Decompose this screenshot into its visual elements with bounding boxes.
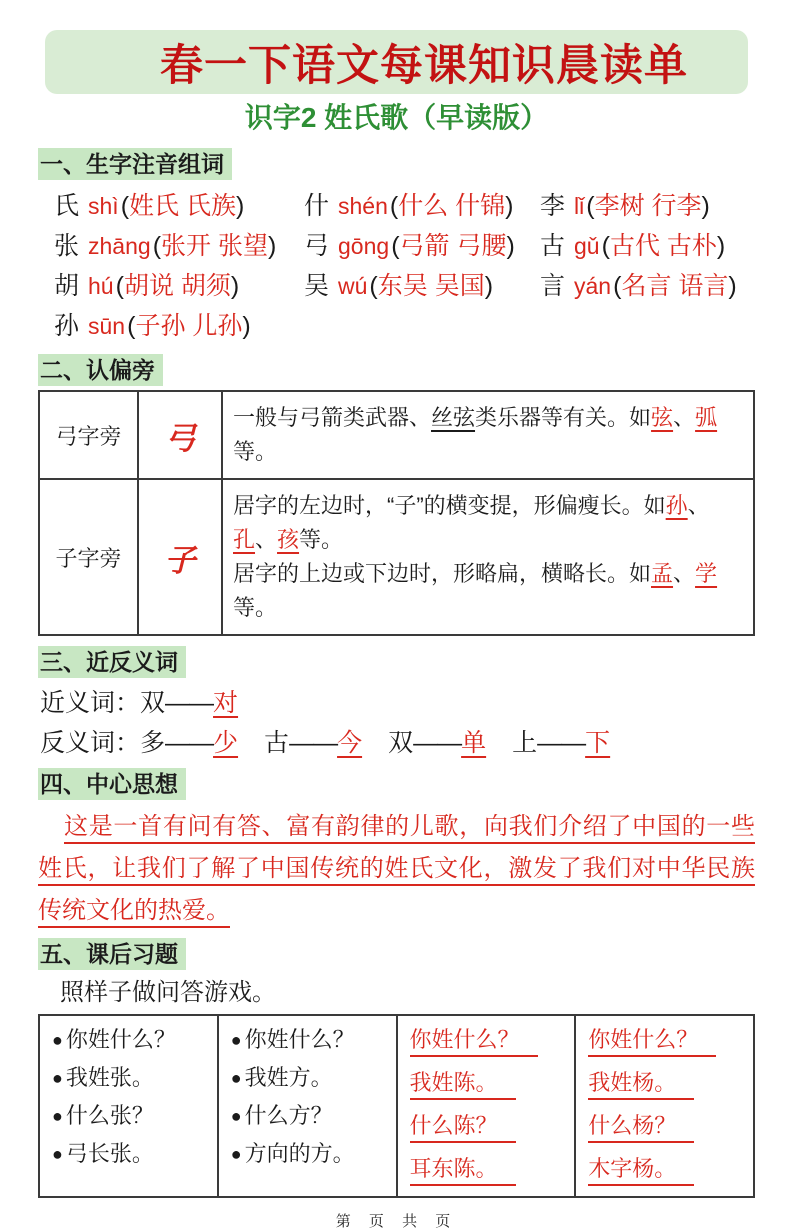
exercise-text: 什么张？ xyxy=(65,1103,154,1128)
pair-word: 上 xyxy=(512,729,538,757)
vocab-pinyin: gōng xyxy=(338,233,390,259)
worksheet-page xyxy=(0,30,793,1230)
pair-dash: —— xyxy=(537,729,586,757)
vocab-entry xyxy=(304,226,540,266)
radical-desc-line xyxy=(233,557,747,625)
exercise-answer: 我姓杨。 xyxy=(588,1071,694,1100)
radical-tbody xyxy=(39,391,754,635)
radical-name: 子字旁 xyxy=(39,479,138,635)
paren-open: ( xyxy=(127,312,136,340)
vocab-pinyin: shén xyxy=(338,193,388,219)
desc-segment: 居字的左边时，“子”的横变提，形偏瘦长。如 xyxy=(233,493,666,518)
theme-text: 这是一首有问有答、富有韵律的儿歌，向我们介绍了中国的一些姓氏，让我们了解了中国传统的姓氏文化，激发了我们对中华民族传统文化的热爱。 xyxy=(38,813,755,924)
radical-desc xyxy=(222,479,754,635)
pair-answer: 下 xyxy=(585,729,611,757)
desc-segment: 等。 xyxy=(233,439,278,464)
exercise-line xyxy=(52,1104,211,1128)
desc-segment: 类乐器等有关。如 xyxy=(475,405,652,430)
exercise-line xyxy=(231,1066,390,1090)
radical-desc-line xyxy=(233,489,747,557)
paren-open: ( xyxy=(389,192,399,220)
synant-line xyxy=(40,727,755,760)
vocab-words: 什么 什锦 xyxy=(398,192,506,220)
bullet-icon: ● xyxy=(230,1068,242,1088)
vocab-pinyin: gǔ xyxy=(574,233,600,259)
vocab-pinyin: hú xyxy=(88,273,114,299)
section-heading-synant: 三、近反义词 xyxy=(38,646,186,678)
vocab-char: 李 xyxy=(540,192,566,220)
word-pair xyxy=(512,729,610,757)
exercise-answer: 你姓什么？ xyxy=(410,1028,538,1057)
paren-open: ( xyxy=(391,232,400,260)
exercise-text: 你姓什么？ xyxy=(244,1027,355,1052)
pair-word: 多 xyxy=(140,729,166,757)
pair-dash: —— xyxy=(413,729,462,757)
paren-open: ( xyxy=(369,272,378,300)
desc-segment: 弦 xyxy=(651,405,674,430)
exercise-text: 弓长张。 xyxy=(65,1141,154,1166)
desc-segment: 孔 xyxy=(233,527,256,552)
vocab-char: 古 xyxy=(540,232,566,260)
vocab-words: 古代 古朴 xyxy=(609,232,717,260)
exercise-answer: 什么陈？ xyxy=(410,1114,516,1143)
page-title: 春一下语文每课知识晨读单 xyxy=(160,41,688,90)
vocab-words: 姓氏 氏族 xyxy=(129,192,236,220)
desc-segment: 孟 xyxy=(651,561,674,586)
vocab-char: 氏 xyxy=(54,192,80,220)
vocab-char: 什 xyxy=(304,192,330,220)
paren-close: ) xyxy=(728,272,737,300)
radical-row xyxy=(39,391,754,479)
exercise-line xyxy=(588,1114,747,1143)
exercise-column xyxy=(39,1015,218,1197)
word-pair xyxy=(140,729,238,757)
word-pair xyxy=(388,729,486,757)
exercise-line xyxy=(231,1028,390,1052)
desc-segment: 、 xyxy=(255,527,278,552)
vocab-words: 李树 行李 xyxy=(594,192,702,220)
exercise-text: 方向的方。 xyxy=(244,1141,355,1166)
vocab-grid xyxy=(54,186,755,346)
title-banner xyxy=(45,30,748,94)
vocab-entry xyxy=(540,266,755,306)
section-heading-vocab: 一、生字注音组词 xyxy=(38,148,232,180)
bullet-icon: ● xyxy=(52,1144,63,1164)
synant-lines xyxy=(38,687,755,760)
bullet-icon: ● xyxy=(230,1106,242,1126)
page-footer: 第 页 共 页 xyxy=(335,1213,458,1230)
vocab-words: 子孙 儿孙 xyxy=(135,312,243,340)
section-heading-theme: 四、中心思想 xyxy=(38,768,186,800)
radical-desc-line xyxy=(233,401,747,469)
vocab-pinyin: wú xyxy=(338,273,368,299)
exercise-line xyxy=(410,1028,569,1057)
exercise-text: 你姓什么？ xyxy=(65,1027,176,1052)
paren-close: ) xyxy=(505,192,514,220)
vocab-char: 张 xyxy=(54,232,80,260)
vocab-entry xyxy=(304,266,540,306)
paren-close: ) xyxy=(484,272,494,300)
vocab-words: 弓箭 弓腰 xyxy=(399,232,507,260)
exercise-column xyxy=(218,1015,397,1197)
paren-open: ( xyxy=(586,192,595,220)
bullet-icon: ● xyxy=(230,1144,242,1164)
vocab-char: 弓 xyxy=(304,232,330,260)
paren-open: ( xyxy=(152,232,162,260)
exercise-line xyxy=(231,1142,390,1166)
bullet-icon: ● xyxy=(230,1030,242,1050)
exercise-table xyxy=(38,1014,755,1198)
exercise-text: 什么方？ xyxy=(244,1103,333,1128)
pair-answer: 今 xyxy=(337,729,363,757)
content xyxy=(0,136,793,1198)
radical-name: 弓字旁 xyxy=(39,391,138,479)
vocab-entry xyxy=(540,186,755,226)
desc-segment: 、 xyxy=(673,561,696,586)
word-pair xyxy=(264,729,362,757)
radical-desc xyxy=(222,391,754,479)
radical-row xyxy=(39,479,754,635)
paren-open: ( xyxy=(601,232,610,260)
exercise-row xyxy=(39,1015,754,1197)
section-heading-radicals: 二、认偏旁 xyxy=(38,354,163,386)
vocab-char: 吴 xyxy=(304,272,330,300)
exercise-answer: 什么杨？ xyxy=(588,1114,694,1143)
paren-close: ) xyxy=(506,232,515,260)
desc-segment: 等。 xyxy=(299,527,344,552)
vocab-pinyin: sūn xyxy=(88,313,126,339)
synant-label: 反义词： xyxy=(40,729,141,757)
exercise-instruction: 照样子做问答游戏。 xyxy=(60,979,276,1006)
section-heading-exercise: 五、课后习题 xyxy=(38,938,186,970)
desc-segment: 孙 xyxy=(665,493,688,518)
radical-glyph: 子 xyxy=(138,479,222,635)
vocab-pinyin: shì xyxy=(88,193,119,219)
paren-close: ) xyxy=(267,232,277,260)
lesson-subtitle: 识字2 姓氏歌（早读版） xyxy=(244,102,549,133)
exercise-answer: 你姓什么？ xyxy=(588,1028,716,1057)
desc-segment: 、 xyxy=(687,493,710,518)
paren-close: ) xyxy=(242,312,251,340)
exercise-line xyxy=(231,1104,390,1128)
synant-line xyxy=(40,687,755,720)
paren-open: ( xyxy=(115,272,124,300)
desc-segment: 等。 xyxy=(233,595,278,620)
exercise-line xyxy=(52,1142,211,1166)
desc-segment: 、 xyxy=(673,405,696,430)
bullet-icon: ● xyxy=(52,1030,63,1050)
exercise-line xyxy=(410,1157,569,1186)
vocab-pinyin: lǐ xyxy=(574,193,585,219)
vocab-char: 孙 xyxy=(54,312,80,340)
exercise-line xyxy=(410,1071,569,1100)
desc-segment: 孩 xyxy=(277,527,300,552)
vocab-entry xyxy=(54,186,304,226)
vocab-words: 胡说 胡须 xyxy=(123,272,231,300)
exercise-answer: 我姓陈。 xyxy=(410,1071,516,1100)
paren-close: ) xyxy=(235,192,245,220)
exercise-line xyxy=(588,1071,747,1100)
paren-close: ) xyxy=(701,192,710,220)
exercise-text: 我姓方。 xyxy=(244,1065,333,1090)
desc-segment: 丝弦 xyxy=(431,405,476,430)
exercise-column xyxy=(397,1015,576,1197)
vocab-entry xyxy=(54,306,304,346)
vocab-pinyin: zhāng xyxy=(88,233,151,259)
word-pair xyxy=(140,689,238,717)
paren-open: ( xyxy=(613,272,622,300)
exercise-line xyxy=(588,1157,747,1186)
pair-answer: 少 xyxy=(213,729,239,757)
vocab-entry xyxy=(54,226,304,266)
pair-dash: —— xyxy=(165,689,214,717)
exercise-column xyxy=(575,1015,754,1197)
vocab-entry xyxy=(540,226,755,266)
paren-close: ) xyxy=(716,232,726,260)
pair-word: 双 xyxy=(140,689,166,717)
pair-answer: 对 xyxy=(213,689,239,717)
vocab-words: 名言 语言 xyxy=(621,272,729,300)
radical-table xyxy=(38,390,755,636)
vocab-words: 东吴 吴国 xyxy=(377,272,485,300)
pair-word: 古 xyxy=(264,729,290,757)
radical-glyph: 弓 xyxy=(138,391,222,479)
synant-label: 近义词： xyxy=(40,689,141,717)
exercise-line xyxy=(410,1114,569,1143)
vocab-entry xyxy=(304,186,540,226)
paren-open: ( xyxy=(120,192,130,220)
exercise-line xyxy=(52,1028,211,1052)
exercise-answer: 木字杨。 xyxy=(588,1157,694,1186)
exercise-text: 我姓张。 xyxy=(65,1065,154,1090)
exercise-answer: 耳东陈。 xyxy=(410,1157,516,1186)
vocab-char: 胡 xyxy=(54,272,80,300)
desc-segment: 一般与弓箭类武器、 xyxy=(233,405,432,430)
vocab-words: 张开 张望 xyxy=(161,232,268,260)
pair-word: 双 xyxy=(388,729,414,757)
pair-dash: —— xyxy=(165,729,214,757)
bullet-icon: ● xyxy=(52,1068,63,1088)
pair-answer: 单 xyxy=(461,729,487,757)
pair-dash: —— xyxy=(289,729,338,757)
desc-segment: 居字的上边或下边时，形略扁，横略长。如 xyxy=(233,561,652,586)
desc-segment: 学 xyxy=(695,561,718,586)
vocab-pinyin: yán xyxy=(574,273,612,299)
paren-close: ) xyxy=(230,272,240,300)
vocab-char: 言 xyxy=(540,272,566,300)
vocab-entry xyxy=(54,266,304,306)
exercise-line xyxy=(588,1028,747,1057)
desc-segment: 弧 xyxy=(695,405,718,430)
exercise-line xyxy=(52,1066,211,1090)
bullet-icon: ● xyxy=(52,1106,63,1126)
